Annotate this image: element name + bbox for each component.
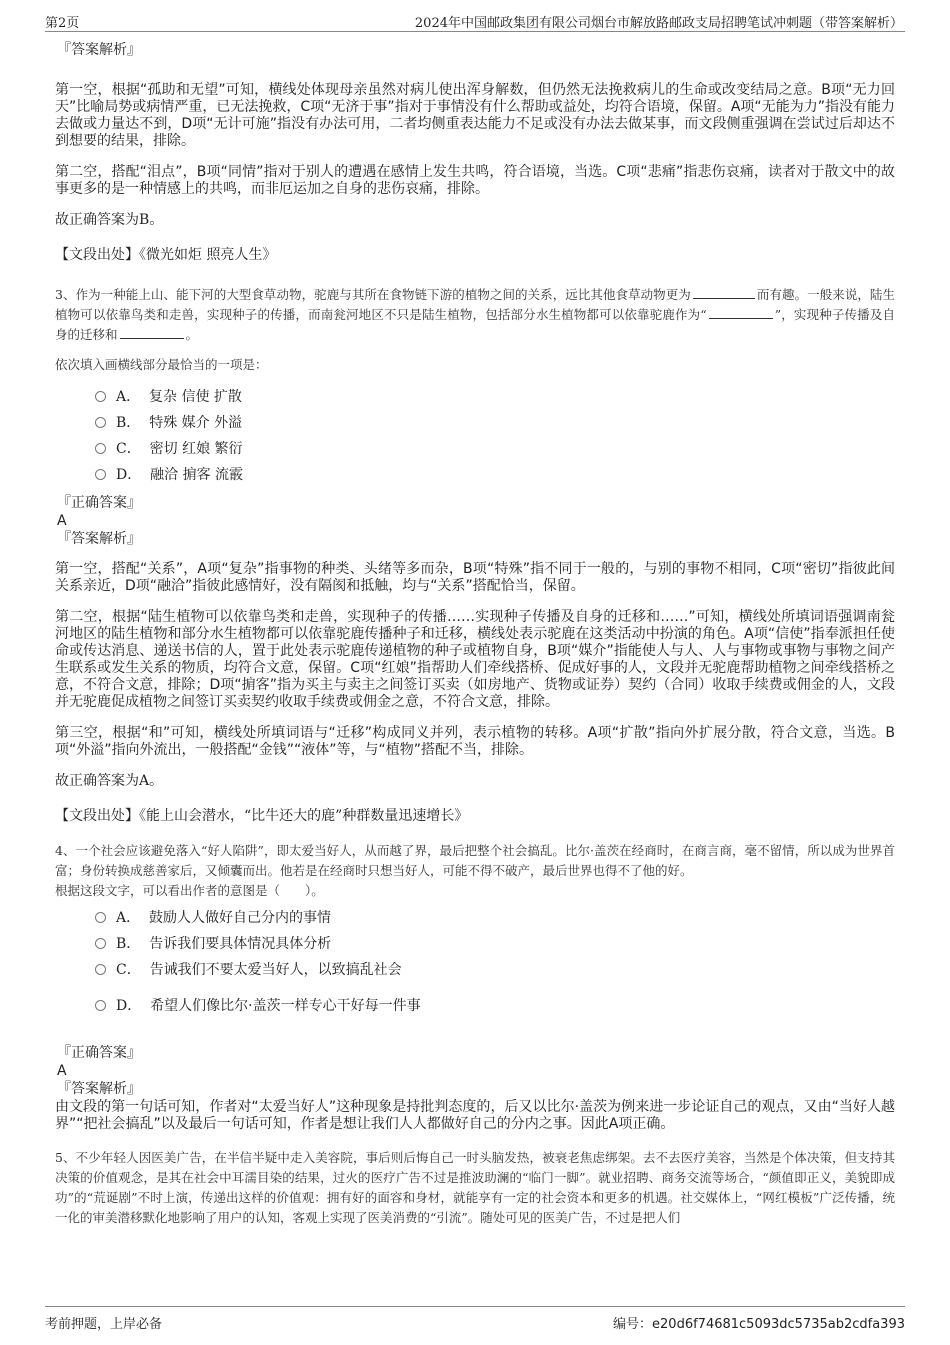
page-number: 第2页 bbox=[45, 16, 80, 31]
footer-code bbox=[613, 1313, 905, 1332]
footer-divider bbox=[45, 1306, 905, 1307]
blank-line bbox=[120, 326, 184, 339]
q3-options bbox=[95, 384, 895, 488]
q4-option-b[interactable]: B． 告诉我们要具体情况具体分析 bbox=[95, 931, 895, 957]
header-divider bbox=[45, 31, 905, 32]
blank-line bbox=[693, 286, 755, 299]
q3-analysis-paragraph: 第一空，搭配“关系”，A项“复杂”指事物的种类、头绪等多而杂，B项“特殊”指不同于一般的，与别的事物不相同，C项“密切”指彼此间关系亲近，D项“融洽”指彼此感情好，没有隔阂和抵触，均与“关系”搭配恰当，保留。 bbox=[55, 561, 895, 594]
q4-stem: 4、一个社会应该避免落入“好人陷阱”，即太爱当好人，从而越了界，最后把整个社会搞乱。比尔·盖茨在经商时，在商言商，毫不留情，所以成为世界首富；身份转换成慈善家后，又倾囊而出。他若是在经商时只想当好人，可能不得不破产，最后世界也得不了他的好。 bbox=[55, 843, 895, 878]
q3-option-a[interactable]: A． 复杂 信使 扩散 bbox=[95, 384, 895, 410]
q3-source: 【文段出处】《能上山会潜水，“比牛还大的鹿”种群数量迅速增长》 bbox=[55, 808, 469, 824]
radio-button-icon[interactable] bbox=[95, 417, 106, 428]
q2-analysis-paragraph: 第一空，根据“孤助和无望”可知，横线处体现母亲虽然对病儿使出浑身解数，但仍然无法挽救病儿的生命或改变结局之意。B项“无力回天”比喻局势或病情严重，已无法挽救，C项“无济于事”指对于事情没有什么帮助或益处，均符合语境，保留。A项“无能为力”指没有能力去做或力量达不到，D项“无计可施”指没有办法可用，二者均侧重表达能力不足或没有办法去做某事，而文段侧重强调在尝试过后却达不到想要的结果，排除。 bbox=[55, 82, 895, 149]
q3-stem-part: 3、作为一种能上山、能下河的大型食草动物，驼鹿与其所在食物链下游的植物之间的关系，远比其他食草动物更为 bbox=[55, 287, 691, 302]
q2-analysis-paragraph: 第二空，搭配“泪点”，B项“同情”指对于别人的遭遇在感情上发生共鸣，符合语境，当选。C项“悲痛”指悲伤哀痛，读者对于散文中的故事更多的是一种情感上的共鸣，而非厄运加之自身的悲伤哀痛，排除。 bbox=[55, 164, 895, 197]
footer-slogan: 考前押题，上岸必备 bbox=[45, 1317, 163, 1332]
q3-correct-answer: A bbox=[57, 513, 67, 529]
q2-source: 【文段出处】《微光如炬 照亮人生》 bbox=[55, 247, 277, 263]
radio-button-icon[interactable] bbox=[95, 469, 106, 480]
footer-code-label: 编号： bbox=[613, 1317, 653, 1332]
q3-option-d[interactable]: D． 融洽 掮客 流霰 bbox=[95, 462, 895, 488]
q4-correct-answer: A bbox=[57, 1063, 67, 1079]
q3-stem bbox=[55, 285, 895, 345]
q3-stem-part: 。 bbox=[185, 327, 199, 342]
q2-analysis-heading: 『答案解析』 bbox=[57, 42, 141, 58]
q4-option-d[interactable]: D． 希望人们像比尔·盖茨一样专心干好每一件事 bbox=[95, 993, 895, 1019]
radio-button-icon[interactable] bbox=[95, 1000, 106, 1011]
document-title: 2024年中国邮政集团有限公司烟台市解放路邮政支局招聘笔试冲刺题（带答案解析） bbox=[414, 16, 903, 31]
q3-stem-part: ”，实现种子传播及自身的迁移和 bbox=[55, 307, 895, 342]
radio-button-icon[interactable] bbox=[95, 391, 106, 402]
q4-prompt: 根据这段文字，可以看出作者的意图是（ ）。 bbox=[55, 883, 324, 898]
radio-button-icon[interactable] bbox=[95, 443, 106, 454]
q4-options bbox=[95, 905, 895, 1019]
q3-prompt: 依次填入画横线部分最恰当的一项是： bbox=[55, 357, 268, 372]
q4-analysis-heading: 『答案解析』 bbox=[57, 1081, 141, 1097]
footer-code-value: e20d6f74681c5093dc5735ab2cdfa393 bbox=[652, 1317, 905, 1332]
q3-analysis-paragraph: 第三空，根据“和”可知，横线处所填词语与“迁移”构成同义并列，表示植物的转移。A项“扩散”指向外扩展分散，符合文意，当选。B项“外溢”指向外流出，一般搭配“金钱”“液体”等，与“植物”搭配不当，排除。 bbox=[55, 725, 895, 758]
q4-option-c[interactable]: C． 告诫我们不要太爱当好人，以致搞乱社会 bbox=[95, 957, 895, 983]
q3-analysis-heading: 『答案解析』 bbox=[57, 531, 141, 547]
blank-line bbox=[709, 306, 773, 319]
q5-stem: 5、不少年轻人因医美广告，在半信半疑中走入美容院，事后则后悔自己一时头脑发热，被衰老焦虑绑架。去不去医疗美容，当然是个体决策，但支持其决策的价值观念，是其在社会中耳濡目染的结果，过火的医疗广告不过是推波助澜的“临门一脚”。就业招聘、商务交流等场合，“颜值即正义，美貌即成功”的“荒诞剧”不时上演，传递出这样的价值观：拥有好的面容和身材，就能享有一定的社会资本和更多的机遇。社交媒体上，“网红模板”广泛传播，统一化的审美潜移默化地影响了用户的认知，客观上实现了医美消费的“引流”。随处可见的医美广告，不过是把人们 bbox=[55, 1150, 895, 1225]
q4-analysis-paragraph: 由文段的第一句话可知，作者对“太爱当好人”这种现象是持批判态度的，后又以比尔·盖茨为例来进一步论证自己的观点，又由“当好人越界”“把社会搞乱”以及最后一句话可知，作者是想让我们人人都做好自己的分内之事。因此A项正确。 bbox=[55, 1099, 895, 1132]
radio-button-icon[interactable] bbox=[95, 964, 106, 975]
q3-stem-part: 而有趣。一般来说，陆生植物可以依靠鸟类和走兽，实现种子的传播，而南瓮河地区不只是陆生植物，包括部分水生植物都可以依靠驼鹿作为“ bbox=[55, 287, 895, 322]
radio-button-icon[interactable] bbox=[95, 938, 106, 949]
q3-conclusion: 故正确答案为A。 bbox=[55, 773, 164, 789]
q3-option-c[interactable]: C． 密切 红娘 繁衍 bbox=[95, 436, 895, 462]
radio-button-icon[interactable] bbox=[95, 912, 106, 923]
page-content bbox=[55, 40, 895, 1228]
q4-option-a[interactable]: A． 鼓励人人做好自己分内的事情 bbox=[95, 905, 895, 931]
q3-correct-heading: 『正确答案』 bbox=[57, 495, 141, 511]
q3-option-b[interactable]: B． 特殊 媒介 外溢 bbox=[95, 410, 895, 436]
q3-analysis-paragraph: 第二空，根据“陆生植物可以依靠鸟类和走兽，实现种子的传播……实现种子传播及自身的迁移和……”可知，横线处所填词语强调南瓮河地区的陆生植物和部分水生植物都可以依靠驼鹿传播种子和迁移，横线处表示驼鹿在这类活动中扮演的角色。A项“信使”指奉派担任使命或传达消息、递送书信的人，置于此处表示驼鹿传递植物的种子或植物自身，B项“媒介”指能使人与人、人与事物或事物与事物之间产生联系或发生关系的物质，均符合文意，保留。C项“红娘”指帮助人们牵线搭桥、促成好事的人，文段并无驼鹿帮助植物之间牵线搭桥之意，不符合文意，排除；D项“掮客”指为买主与卖主之间签订买卖（如房地产、货物或证券）契约（合同）收取手续费或佣金的人，文段并无驼鹿促成植物之间签订买卖契约收取手续费或佣金之意，不符合文意，排除。 bbox=[55, 609, 895, 710]
q2-conclusion: 故正确答案为B。 bbox=[55, 212, 164, 228]
q4-correct-heading: 『正确答案』 bbox=[57, 1045, 141, 1061]
